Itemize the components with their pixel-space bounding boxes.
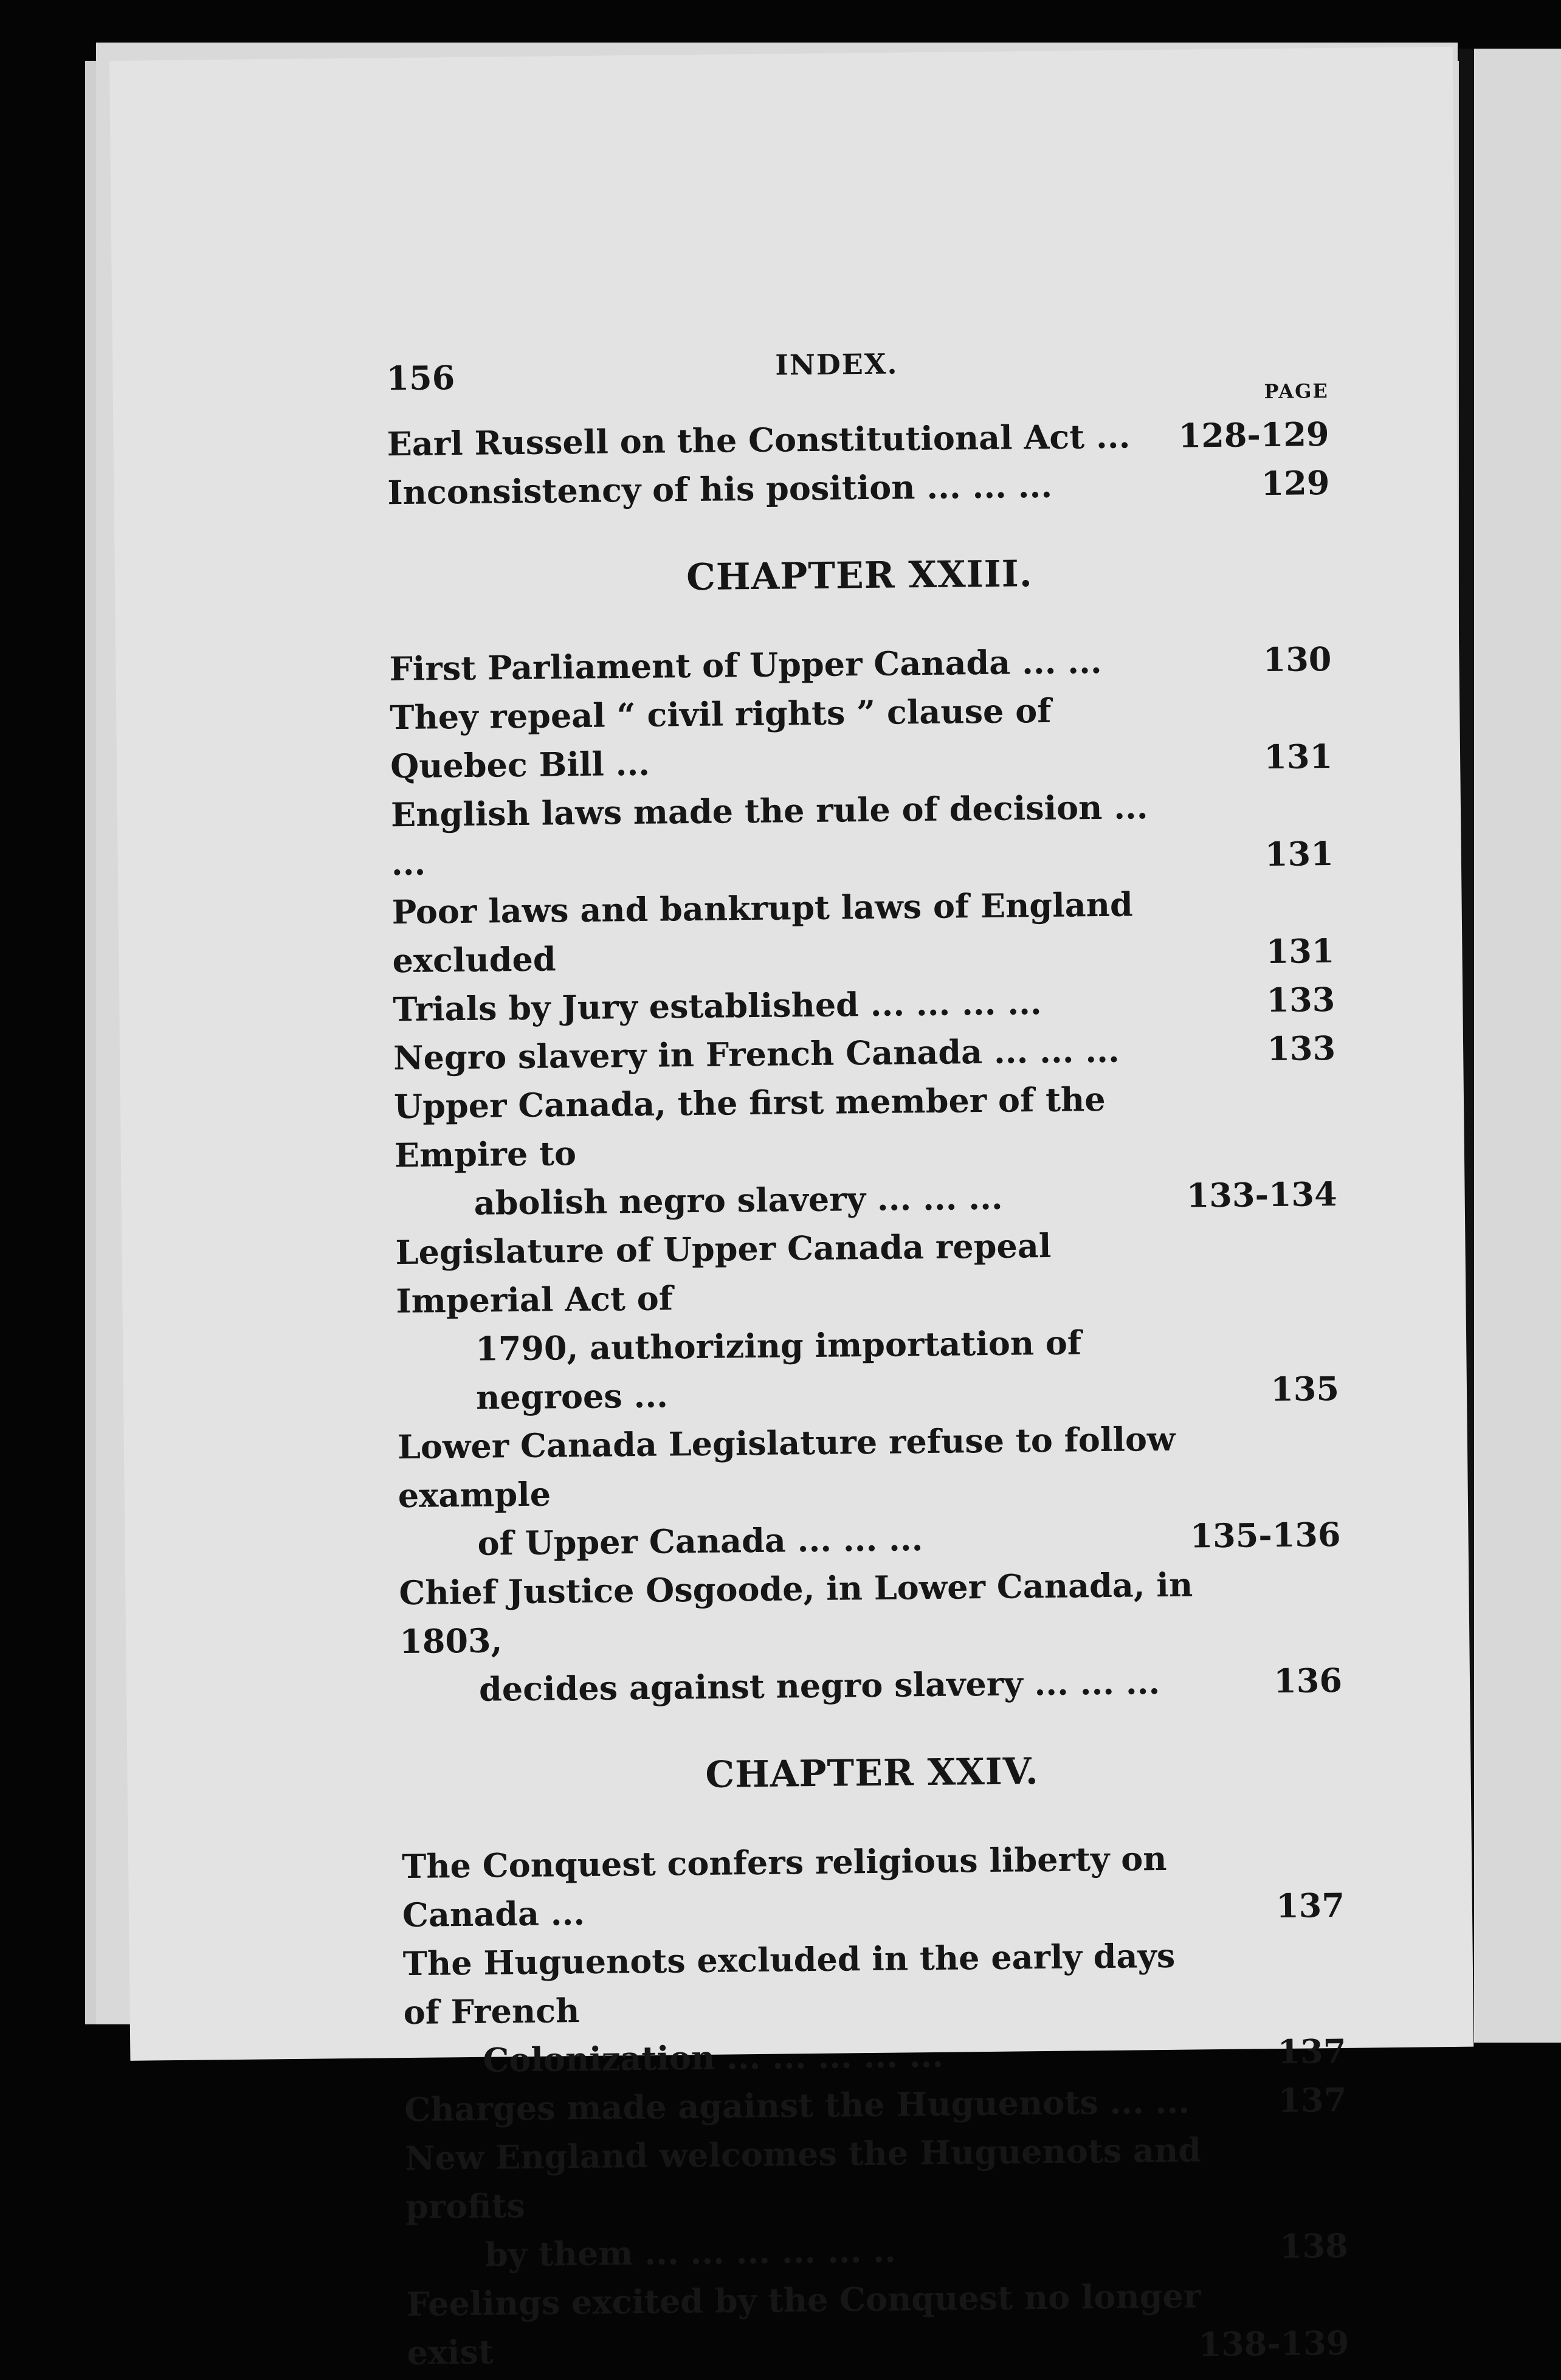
entry-page-number: 133 — [1267, 1028, 1336, 1069]
entry-page-number: 130 — [1263, 640, 1332, 680]
entry-text: Inconsistency of his position — [387, 467, 915, 512]
entry-page-number: 129 — [1261, 463, 1330, 503]
entry-text: Lower Canada Legislature refuse to follow example — [397, 1419, 1176, 1516]
entry-leader: ... — [622, 1376, 669, 1416]
entry-leader: ... ... — [391, 787, 1148, 883]
entry-continuation: abolish negro slavery — [474, 1179, 866, 1223]
entry-text: They repeal “ civil rights ” clause of Quebec Bill — [390, 691, 1052, 786]
book-page — [109, 47, 1473, 2373]
entry-leader: ... — [1084, 416, 1131, 457]
entry-text: Legislature of Upper Canada repeal Imperial Act of — [395, 1226, 1052, 1321]
entry-leader: ... ... ... — [865, 1178, 1003, 1219]
entry-page-number: 133-134 — [1186, 1174, 1337, 1215]
entry-page-number: 133 — [1266, 979, 1335, 1020]
entry-continuation: by them — [484, 2233, 633, 2274]
entry-text: Upper Canada, the first member of the Empire to — [393, 1079, 1106, 1175]
index-entry — [387, 458, 1330, 517]
entry-leader: ... ... ... — [915, 466, 1053, 507]
entry-leader: ... ... ... — [982, 1030, 1120, 1072]
entry-page-number: 131 — [1266, 931, 1335, 971]
index-content — [385, 282, 1349, 2377]
facing-page-edge — [1474, 49, 1561, 2043]
page-header — [385, 282, 1329, 404]
entry-leader: ... — [539, 1893, 585, 1933]
entry-page-number: 131 — [1264, 833, 1334, 874]
entry-text: Earl Russell on the Constitutional Act — [387, 417, 1085, 464]
chapter-heading: CHAPTER XXIII. — [686, 553, 1033, 599]
entry-page-number: 137 — [1277, 2031, 1346, 2072]
entry-leader: ... ... ... ... ... — [714, 2035, 944, 2077]
entry-text: First Parliament of Upper Canada — [389, 643, 1011, 689]
entry-text: Trials by Jury established — [393, 985, 860, 1029]
intro-entries — [387, 410, 1330, 517]
entry-page-number: 136 — [1273, 1660, 1343, 1701]
entry-page-number: 137 — [1278, 2080, 1347, 2120]
entry-leader: ... ... ... ... ... .. — [633, 2230, 897, 2273]
chapters — [388, 550, 1349, 2377]
entry-leader: ... ... — [1098, 2082, 1190, 2122]
entry-continuation: decides against negro slavery — [478, 1664, 1023, 1709]
entry-text: New England welcomes the Huguenots and profits — [404, 2130, 1202, 2227]
entry-text: Negro slavery in French Canada — [393, 1032, 983, 1078]
entry-page-number: 138-139 — [1198, 2323, 1349, 2364]
entry-text: Charges made against the Huguenots — [404, 2083, 1098, 2130]
entry-leader: ... — [604, 743, 650, 784]
chapter-entries — [402, 1832, 1349, 2377]
entry-leader: ... ... ... — [785, 1519, 923, 1560]
entry-text: Chief Justice Osgoode, in Lower Canada, in 1803, — [399, 1565, 1193, 1661]
chapter-heading: CHAPTER XXIV. — [705, 1750, 1039, 1796]
entry-page-number: 137 — [1275, 1885, 1345, 1926]
entry-leader: ... ... ... ... — [858, 983, 1042, 1024]
index-entry — [406, 2270, 1349, 2377]
index-entry — [402, 1930, 1346, 2085]
index-entry — [397, 1413, 1340, 1568]
running-head: INDEX. — [775, 347, 898, 382]
entry-page-number: 135-136 — [1190, 1514, 1341, 1556]
index-entry — [399, 1559, 1342, 1714]
index-entry — [390, 683, 1333, 790]
chapter-entries — [389, 635, 1342, 1714]
entry-page-number: 128-129 — [1178, 415, 1329, 455]
index-entry — [395, 1218, 1339, 1423]
index-entry — [402, 1832, 1345, 1939]
page-number: 156 — [386, 358, 455, 398]
entry-leader: ... ... — [1010, 641, 1102, 682]
entry-leader: ... ... ... — [1022, 1663, 1160, 1703]
index-entry — [391, 781, 1334, 888]
entry-page-number: 135 — [1270, 1368, 1340, 1409]
entry-text: The Huguenots excluded in the early days of French — [402, 1936, 1176, 2032]
entry-page-number: 138 — [1279, 2226, 1349, 2266]
entry-continuation: of Upper Canada — [477, 1520, 787, 1563]
index-entry — [394, 1072, 1337, 1228]
entry-continuation: 1790, authorizing importation of negroes — [475, 1323, 1082, 1417]
page-column-label: PAGE — [1264, 379, 1329, 404]
entry-continuation: Colonization — [483, 2038, 715, 2080]
index-entry — [405, 2124, 1348, 2280]
entry-page-number: 131 — [1264, 736, 1333, 777]
index-entry — [391, 878, 1335, 985]
entry-text: Poor laws and bankrupt laws of England excluded — [391, 885, 1133, 981]
entry-text: The Conquest confers religious liberty on Canada — [401, 1838, 1167, 1935]
entry-text: Feelings excited by the Conquest no longer exist — [406, 2276, 1201, 2373]
entry-text: English laws made the rule of decision — [390, 787, 1103, 835]
